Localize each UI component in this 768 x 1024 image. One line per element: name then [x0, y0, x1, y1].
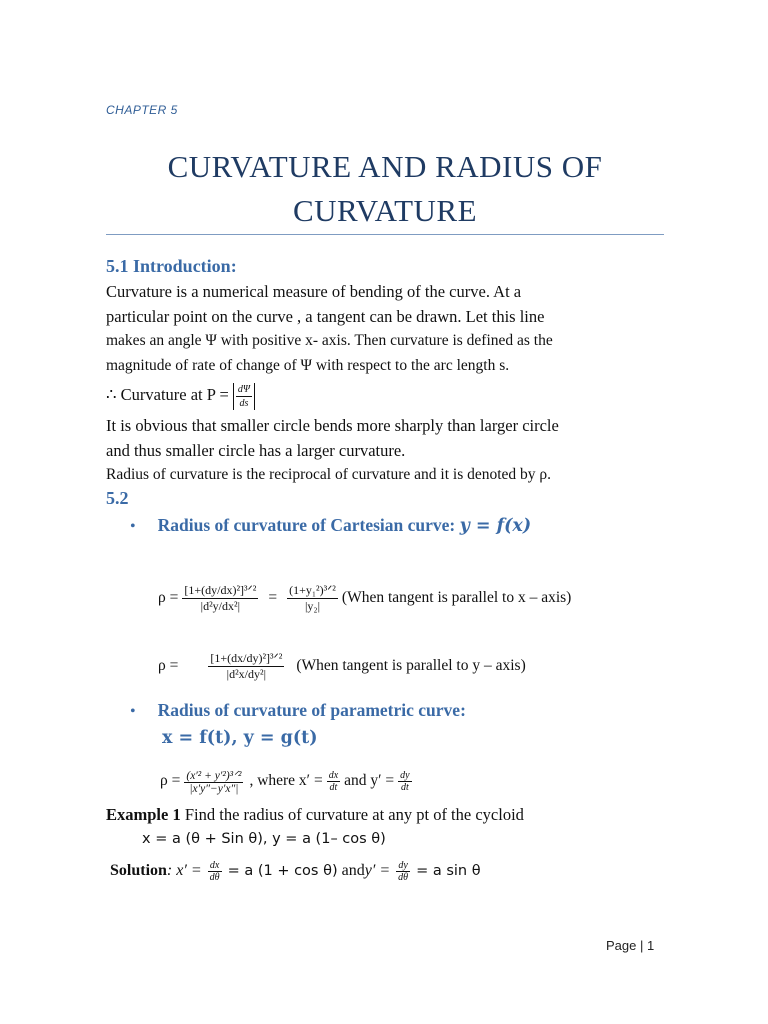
eq1-fraction-2: $\frac{\text{(1+y₁²)³ᐟ²}}{\text{|y₂|}}$	[289, 582, 336, 613]
example-1	[106, 803, 666, 828]
obvious-paragraph	[106, 414, 666, 488]
curvature-prefix: ∴ Curvature at P =	[106, 385, 229, 404]
example-label: Example 1	[106, 805, 181, 824]
title-line-2: CURVATURE	[292, 193, 478, 228]
page-title	[106, 145, 664, 233]
eq1-fraction: $\frac{\text{[1+(dy/dx)²]³ᐟ²}}{\text{|d²y/dx²|}}$	[184, 582, 257, 613]
bullet-icon: •	[130, 703, 136, 720]
intro-line-3: makes an angle Ψ with positive x- axis. Then curvature is defined as the	[106, 332, 553, 349]
section-heading-intro: 5.1 Introduction:	[106, 256, 237, 276]
section-heading-5-2: 5.2	[106, 488, 129, 508]
intro-paragraph	[106, 280, 666, 378]
sol-x-fraction: $\frac{dx}{d\theta}$	[209, 859, 220, 883]
radius-definition: Radius of curvature is the reciprocal of curvature and it is denoted by ρ.	[106, 466, 552, 483]
parametric-definition: x = f(t), y = g(t)	[162, 728, 318, 748]
title-line-1: CURVATURE AND RADIUS OF	[167, 149, 603, 184]
bullet-cartesian: • Radius of curvature of Cartesian curve: y = f(x)	[130, 515, 532, 536]
solution-label: Solution	[110, 862, 167, 879]
bullet-icon: •	[130, 518, 136, 535]
chapter-label: CHAPTER 5	[106, 103, 178, 117]
title-divider	[106, 234, 664, 235]
example-text: Find the radius of curvature at any pt of the cycloid	[180, 805, 524, 824]
solution-line: Solution : x′ = $\frac{dx}{d\theta}$ = a (1 + cos θ) and y′ = $\frac{dy}{d\theta}$ = a sin θ	[110, 859, 481, 883]
obvious-line-2: and thus smaller circle has a larger curvature.	[106, 440, 406, 460]
eq2-fraction: $\frac{\text{[1+(dx/dy)²]³ᐟ²}}{\text{|d²x/dy²|}}$	[210, 650, 283, 681]
equation-parametric: ρ = $\frac{\text{(x′² + y′²)³ᐟ²}}{|x'y''-y'x''|}$ , where x′ = $\frac{dx}{dt}$ and y′ = $\frac{dy}{dt}$	[160, 769, 410, 795]
eq3-y-fraction: $\frac{dy}{dt}$	[400, 769, 410, 793]
page-number: Page | 1	[606, 938, 655, 953]
curvature-formula	[106, 378, 666, 412]
curvature-fraction: $\frac{d\Psi}{ds}$	[237, 383, 250, 409]
bullet-parametric: • Radius of curvature of parametric curve:	[130, 700, 466, 720]
eq3-fraction: $\frac{\text{(x′² + y′²)³ᐟ²}}{|x'y''-y'x''|}$	[186, 769, 242, 795]
equation-cartesian-y: ρ = $\frac{\text{[1+(dx/dy)²]³ᐟ²}}{\text{|d²x/dy²|}}$ (When tangent is parallel to y – axis)	[158, 650, 526, 681]
intro-line-2: particular point on the curve , a tangent can be drawn. Let this line	[106, 306, 545, 326]
equation-cartesian-x: ρ = $\frac{\text{[1+(dy/dx)²]³ᐟ²}}{\text{|d²y/dx²|}}$ = $\frac{\text{(1+y₁²)³ᐟ²}}{\text{|y₂|}}$ (When tangent is parallel to x – axis)	[158, 582, 572, 613]
cycloid-equation: x = a (θ + Sin θ), y = a (1– cos θ)	[142, 831, 386, 847]
obvious-line-1: It is obvious that smaller circle bends more sharply than larger circle	[106, 416, 559, 435]
intro-line-1: Curvature is a numerical measure of bending of the curve. At a	[106, 282, 522, 301]
eq3-x-fraction: $\frac{dx}{dt}$	[328, 769, 339, 793]
intro-line-4: magnitude of rate of change of Ψ with respect to the arc length s.	[106, 356, 510, 374]
sol-y-fraction: $\frac{dy}{d\theta}$	[398, 859, 409, 883]
